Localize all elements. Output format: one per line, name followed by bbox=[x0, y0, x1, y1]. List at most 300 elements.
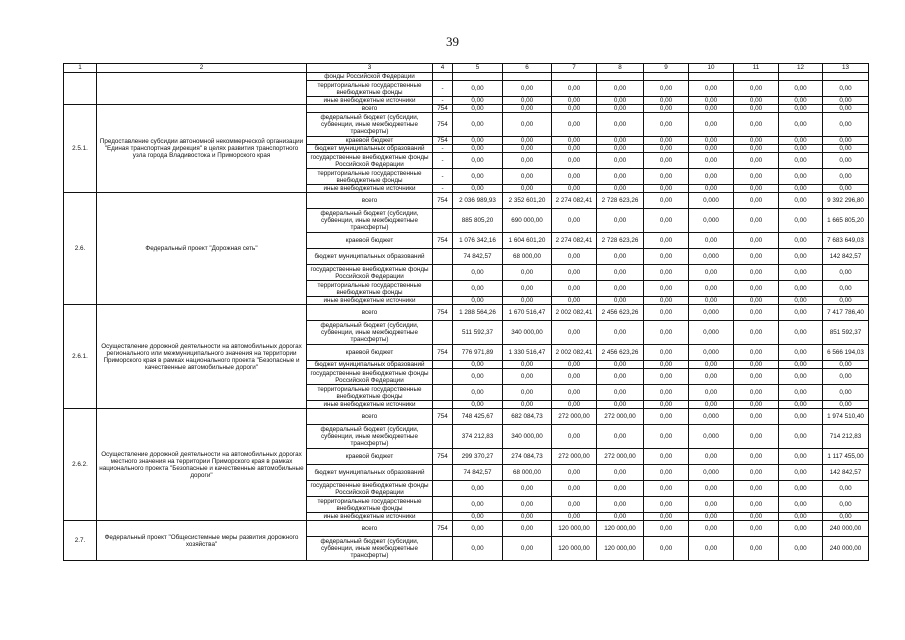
year-value: 0,00 bbox=[453, 169, 503, 185]
year-value: 0,00 bbox=[734, 193, 779, 209]
year-value: 0,00 bbox=[644, 425, 689, 449]
year-value: 2 274 082,41 bbox=[552, 233, 597, 249]
grbs-code: - bbox=[433, 81, 453, 97]
year-value: 0,00 bbox=[689, 297, 734, 305]
grbs-code bbox=[433, 361, 453, 369]
year-value: 0,00 bbox=[644, 449, 689, 465]
total-value: 1 117 455,00 bbox=[823, 449, 869, 465]
year-value: 776 971,89 bbox=[453, 345, 503, 361]
year-value: 0,00 bbox=[453, 185, 503, 193]
year-value: 0,00 bbox=[503, 513, 552, 521]
year-value: 0,00 bbox=[552, 185, 597, 193]
year-value: 748 425,67 bbox=[453, 409, 503, 425]
column-number: 7 bbox=[552, 64, 597, 73]
year-value: 0,00 bbox=[644, 193, 689, 209]
year-value: 2 352 601,20 bbox=[503, 193, 552, 209]
funding-source: фонды Российской Федерации bbox=[307, 73, 433, 81]
year-value: 0,00 bbox=[734, 385, 779, 401]
year-value: 0,00 bbox=[734, 145, 779, 153]
grbs-code bbox=[433, 209, 453, 233]
grbs-code bbox=[433, 537, 453, 561]
year-value: 0,00 bbox=[644, 465, 689, 481]
year-value: 0,00 bbox=[453, 385, 503, 401]
year-value: 0,00 bbox=[689, 361, 734, 369]
column-number: 9 bbox=[644, 64, 689, 73]
item-name: Федеральный проект "Дорожная сеть" bbox=[97, 193, 307, 305]
year-value: 0,000 bbox=[689, 209, 734, 233]
funding-source: бюджет муниципальных образований bbox=[307, 465, 433, 481]
item-name: Осуществление дорожной деятельности на автомобильных дорогах местного значения на территории Приморского края в рамках национального проекта "Безопасные и качественные автомобильные дороги" bbox=[97, 409, 307, 521]
funding-source: федеральный бюджет (субсидии, субвенции, иные межбюджетные трансферты) bbox=[307, 113, 433, 137]
year-value: 0,00 bbox=[734, 305, 779, 321]
year-value: 682 084,73 bbox=[503, 409, 552, 425]
year-value: 0,00 bbox=[503, 169, 552, 185]
year-value: 0,00 bbox=[644, 265, 689, 281]
grbs-code bbox=[433, 425, 453, 449]
year-value: 0,00 bbox=[779, 97, 823, 105]
year-value: 0,00 bbox=[453, 97, 503, 105]
funding-source: бюджет муниципальных образований bbox=[307, 249, 433, 265]
funding-source: краевой бюджет bbox=[307, 345, 433, 361]
year-value: 0,00 bbox=[734, 249, 779, 265]
year-value: 272 000,00 bbox=[597, 409, 644, 425]
year-value: 0,00 bbox=[597, 425, 644, 449]
year-value: 0,00 bbox=[644, 281, 689, 297]
year-value: 1 076 342,16 bbox=[453, 233, 503, 249]
grbs-code bbox=[433, 513, 453, 521]
total-value: 142 842,57 bbox=[823, 465, 869, 481]
year-value: 0,00 bbox=[503, 521, 552, 537]
year-value: 0,00 bbox=[779, 169, 823, 185]
year-value: 0,00 bbox=[734, 521, 779, 537]
year-value: 0,00 bbox=[503, 185, 552, 193]
item-code: 2.6. bbox=[64, 193, 97, 305]
year-value: 0,00 bbox=[552, 321, 597, 345]
year-value: 0,00 bbox=[734, 105, 779, 113]
total-value: 0,00 bbox=[823, 481, 869, 497]
year-value: 0,00 bbox=[779, 281, 823, 297]
year-value: 0,00 bbox=[779, 265, 823, 281]
year-value: 68 000,00 bbox=[503, 249, 552, 265]
total-value: 0,00 bbox=[823, 281, 869, 297]
year-value bbox=[644, 73, 689, 81]
year-value: 0,00 bbox=[503, 361, 552, 369]
year-value: 0,00 bbox=[644, 153, 689, 169]
year-value: 0,00 bbox=[779, 345, 823, 361]
year-value bbox=[552, 73, 597, 81]
grbs-code: 754 bbox=[433, 521, 453, 537]
year-value: 0,00 bbox=[734, 369, 779, 385]
year-value: 0,00 bbox=[734, 345, 779, 361]
year-value: 0,00 bbox=[644, 361, 689, 369]
total-value: 0,00 bbox=[823, 145, 869, 153]
year-value: 0,000 bbox=[689, 425, 734, 449]
budget-table bbox=[63, 63, 869, 561]
grbs-code: 754 bbox=[433, 233, 453, 249]
year-value: 0,00 bbox=[552, 145, 597, 153]
total-value: 0,00 bbox=[823, 297, 869, 305]
year-value: 0,00 bbox=[503, 481, 552, 497]
funding-source: иные внебюджетные источники bbox=[307, 401, 433, 409]
year-value: 0,00 bbox=[734, 401, 779, 409]
year-value: 0,00 bbox=[552, 369, 597, 385]
year-value: 0,00 bbox=[779, 401, 823, 409]
total-value: 240 000,00 bbox=[823, 537, 869, 561]
year-value: 0,00 bbox=[644, 401, 689, 409]
column-number: 6 bbox=[503, 64, 552, 73]
total-value: 0,00 bbox=[823, 137, 869, 145]
funding-source: федеральный бюджет (субсидии, субвенции, иные межбюджетные трансферты) bbox=[307, 425, 433, 449]
year-value: 0,00 bbox=[597, 385, 644, 401]
year-value: 0,00 bbox=[734, 97, 779, 105]
year-value: 0,00 bbox=[503, 369, 552, 385]
year-value: 272 000,00 bbox=[552, 409, 597, 425]
year-value: 0,00 bbox=[734, 513, 779, 521]
year-value bbox=[597, 73, 644, 81]
year-value: 0,00 bbox=[689, 97, 734, 105]
year-value: 0,00 bbox=[644, 537, 689, 561]
year-value: 0,00 bbox=[779, 537, 823, 561]
year-value: 0,00 bbox=[552, 297, 597, 305]
year-value: 0,00 bbox=[779, 137, 823, 145]
year-value: 340 000,00 bbox=[503, 425, 552, 449]
item-name: Предоставление субсидии автономной некоммерческой организации "Единая транспортная дирекция" в целях развития транспортного узла города Владивостока и Приморского края bbox=[97, 105, 307, 193]
year-value: 0,00 bbox=[644, 185, 689, 193]
year-value: 0,00 bbox=[503, 265, 552, 281]
year-value: 0,00 bbox=[552, 401, 597, 409]
year-value: 340 000,00 bbox=[503, 321, 552, 345]
funding-source: бюджет муниципальных образований bbox=[307, 145, 433, 153]
year-value: 0,00 bbox=[552, 137, 597, 145]
year-value: 0,00 bbox=[597, 185, 644, 193]
year-value: 0,00 bbox=[453, 297, 503, 305]
funding-source: бюджет муниципальных образований bbox=[307, 361, 433, 369]
year-value: 0,00 bbox=[503, 81, 552, 97]
grbs-code: 754 bbox=[433, 449, 453, 465]
year-value: 374 212,83 bbox=[453, 425, 503, 449]
funding-source: государственные внебюджетные фонды Российской Федерации bbox=[307, 481, 433, 497]
year-value: 0,00 bbox=[552, 153, 597, 169]
year-value: 0,00 bbox=[597, 153, 644, 169]
column-number: 2 bbox=[97, 64, 307, 73]
year-value: 0,00 bbox=[552, 425, 597, 449]
year-value: 0,000 bbox=[689, 249, 734, 265]
year-value: 0,00 bbox=[453, 361, 503, 369]
year-value: 0,00 bbox=[552, 361, 597, 369]
year-value: 0,00 bbox=[597, 105, 644, 113]
year-value: 2 456 623,26 bbox=[597, 345, 644, 361]
grbs-code bbox=[433, 265, 453, 281]
grbs-code: - bbox=[433, 169, 453, 185]
year-value: 0,000 bbox=[689, 193, 734, 209]
year-value: 2 456 623,26 bbox=[597, 305, 644, 321]
grbs-code bbox=[433, 369, 453, 385]
funding-row bbox=[64, 73, 869, 81]
year-value: 0,00 bbox=[779, 249, 823, 265]
year-value: 0,00 bbox=[453, 521, 503, 537]
year-value: 0,00 bbox=[689, 145, 734, 153]
funding-row bbox=[64, 409, 869, 425]
year-value: 0,00 bbox=[689, 137, 734, 145]
year-value: 0,00 bbox=[453, 137, 503, 145]
year-value: 0,00 bbox=[779, 409, 823, 425]
year-value: 0,00 bbox=[689, 369, 734, 385]
year-value: 0,00 bbox=[644, 137, 689, 145]
year-value: 0,00 bbox=[779, 465, 823, 481]
total-value: 142 842,57 bbox=[823, 249, 869, 265]
year-value: 0,00 bbox=[779, 385, 823, 401]
total-value: 1 665 805,20 bbox=[823, 209, 869, 233]
total-value: 0,00 bbox=[823, 153, 869, 169]
year-value: 0,00 bbox=[597, 113, 644, 137]
funding-row bbox=[64, 305, 869, 321]
year-value: 0,00 bbox=[552, 465, 597, 481]
column-number: 13 bbox=[823, 64, 869, 73]
year-value: 2 002 082,41 bbox=[552, 345, 597, 361]
funding-source: всего bbox=[307, 409, 433, 425]
total-value: 0,00 bbox=[823, 401, 869, 409]
funding-row bbox=[64, 521, 869, 537]
year-value: 0,00 bbox=[779, 185, 823, 193]
funding-source: иные внебюджетные источники bbox=[307, 513, 433, 521]
grbs-code: 754 bbox=[433, 409, 453, 425]
column-number: 10 bbox=[689, 64, 734, 73]
year-value: 0,00 bbox=[689, 233, 734, 249]
year-value: 0,00 bbox=[689, 497, 734, 513]
year-value: 0,00 bbox=[689, 449, 734, 465]
year-value: 0,00 bbox=[689, 105, 734, 113]
total-value: 240 000,00 bbox=[823, 521, 869, 537]
year-value: 0,00 bbox=[597, 81, 644, 97]
year-value: 0,00 bbox=[644, 409, 689, 425]
total-value: 0,00 bbox=[823, 265, 869, 281]
year-value: 0,00 bbox=[597, 369, 644, 385]
year-value: 0,00 bbox=[503, 297, 552, 305]
year-value: 0,00 bbox=[734, 409, 779, 425]
year-value: 0,00 bbox=[552, 105, 597, 113]
year-value: 0,00 bbox=[597, 401, 644, 409]
year-value: 0,00 bbox=[779, 113, 823, 137]
grbs-code bbox=[433, 465, 453, 481]
year-value: 0,00 bbox=[552, 481, 597, 497]
year-value bbox=[689, 73, 734, 81]
year-value: 2 728 623,26 bbox=[597, 233, 644, 249]
year-value: 120 000,00 bbox=[552, 521, 597, 537]
year-value: 0,00 bbox=[597, 321, 644, 345]
year-value: 0,00 bbox=[689, 513, 734, 521]
year-value: 0,00 bbox=[644, 169, 689, 185]
year-value: 0,00 bbox=[453, 513, 503, 521]
year-value: 0,00 bbox=[503, 153, 552, 169]
year-value: 0,00 bbox=[453, 265, 503, 281]
total-value: 0,00 bbox=[823, 513, 869, 521]
year-value: 0,00 bbox=[644, 297, 689, 305]
year-value: 0,00 bbox=[503, 537, 552, 561]
total-value: 0,00 bbox=[823, 105, 869, 113]
year-value: 0,00 bbox=[734, 137, 779, 145]
funding-source: краевой бюджет bbox=[307, 137, 433, 145]
column-number: 5 bbox=[453, 64, 503, 73]
year-value: 0,00 bbox=[453, 105, 503, 113]
funding-source: территориальные государственные внебюджетные фонды bbox=[307, 497, 433, 513]
year-value: 0,00 bbox=[453, 281, 503, 297]
funding-source: территориальные государственные внебюджетные фонды bbox=[307, 81, 433, 97]
year-value: 0,00 bbox=[597, 137, 644, 145]
year-value: 0,00 bbox=[644, 209, 689, 233]
year-value: 0,00 bbox=[552, 281, 597, 297]
year-value: 2 274 082,41 bbox=[552, 193, 597, 209]
year-value: 0,00 bbox=[779, 321, 823, 345]
grbs-code: 754 bbox=[433, 105, 453, 113]
year-value: 0,00 bbox=[597, 513, 644, 521]
total-value: 0,00 bbox=[823, 169, 869, 185]
year-value: 0,00 bbox=[644, 145, 689, 153]
year-value: 0,00 bbox=[779, 521, 823, 537]
funding-source: всего bbox=[307, 193, 433, 209]
item-code: 2.5.1. bbox=[64, 105, 97, 193]
year-value: 0,00 bbox=[453, 537, 503, 561]
year-value: 0,00 bbox=[644, 385, 689, 401]
funding-source: всего bbox=[307, 521, 433, 537]
funding-source: федеральный бюджет (субсидии, субвенции, иные межбюджетные трансферты) bbox=[307, 537, 433, 561]
grbs-code bbox=[433, 497, 453, 513]
year-value: 0,00 bbox=[552, 113, 597, 137]
year-value: 0,00 bbox=[734, 297, 779, 305]
grbs-code bbox=[433, 481, 453, 497]
year-value: 0,00 bbox=[779, 105, 823, 113]
year-value: 0,00 bbox=[779, 153, 823, 169]
funding-source: иные внебюджетные источники bbox=[307, 185, 433, 193]
funding-source: федеральный бюджет (субсидии, субвенции, иные межбюджетные трансферты) bbox=[307, 321, 433, 345]
year-value: 0,00 bbox=[689, 281, 734, 297]
year-value bbox=[453, 73, 503, 81]
grbs-code: 754 bbox=[433, 345, 453, 361]
year-value: 0,00 bbox=[779, 145, 823, 153]
year-value: 0,000 bbox=[689, 345, 734, 361]
grbs-code: - bbox=[433, 145, 453, 153]
total-value: 0,00 bbox=[823, 361, 869, 369]
year-value: 0,00 bbox=[734, 113, 779, 137]
year-value: 272 000,00 bbox=[552, 449, 597, 465]
year-value: 0,00 bbox=[734, 537, 779, 561]
year-value: 2 036 989,93 bbox=[453, 193, 503, 209]
total-value: 0,00 bbox=[823, 97, 869, 105]
grbs-code: 754 bbox=[433, 193, 453, 209]
funding-source: всего bbox=[307, 105, 433, 113]
year-value: 0,00 bbox=[552, 497, 597, 513]
year-value: 0,00 bbox=[552, 249, 597, 265]
year-value: 0,00 bbox=[597, 209, 644, 233]
grbs-code bbox=[433, 249, 453, 265]
item-name bbox=[97, 73, 307, 105]
year-value: 0,00 bbox=[689, 169, 734, 185]
year-value: 0,00 bbox=[779, 193, 823, 209]
year-value: 0,00 bbox=[503, 105, 552, 113]
year-value: 0,00 bbox=[552, 209, 597, 233]
year-value: 120 000,00 bbox=[597, 537, 644, 561]
year-value: 0,00 bbox=[734, 153, 779, 169]
year-value: 0,00 bbox=[644, 105, 689, 113]
item-code bbox=[64, 73, 97, 105]
year-value: 0,000 bbox=[689, 465, 734, 481]
year-value: 0,00 bbox=[734, 209, 779, 233]
year-value: 0,00 bbox=[779, 297, 823, 305]
year-value: 0,00 bbox=[644, 249, 689, 265]
funding-source: иные внебюджетные источники bbox=[307, 297, 433, 305]
year-value: 0,00 bbox=[734, 321, 779, 345]
year-value: 0,00 bbox=[734, 169, 779, 185]
page-number: 39 bbox=[446, 34, 459, 49]
year-value: 74 842,57 bbox=[453, 465, 503, 481]
year-value bbox=[503, 73, 552, 81]
total-value: 7 417 786,40 bbox=[823, 305, 869, 321]
year-value: 1 604 601,20 bbox=[503, 233, 552, 249]
year-value: 0,00 bbox=[689, 537, 734, 561]
year-value: 0,00 bbox=[689, 81, 734, 97]
year-value: 0,00 bbox=[644, 521, 689, 537]
year-value: 0,00 bbox=[453, 81, 503, 97]
total-value: 6 566 194,03 bbox=[823, 345, 869, 361]
total-value: 0,00 bbox=[823, 185, 869, 193]
year-value bbox=[779, 73, 823, 81]
column-number: 8 bbox=[597, 64, 644, 73]
year-value: 0,00 bbox=[689, 521, 734, 537]
year-value: 0,00 bbox=[503, 113, 552, 137]
column-number: 4 bbox=[433, 64, 453, 73]
year-value: 120 000,00 bbox=[597, 521, 644, 537]
year-value: 0,00 bbox=[597, 481, 644, 497]
year-value: 0,00 bbox=[779, 233, 823, 249]
year-value: 0,00 bbox=[734, 233, 779, 249]
total-value bbox=[823, 73, 869, 81]
year-value: 0,00 bbox=[779, 449, 823, 465]
year-value: 0,00 bbox=[779, 481, 823, 497]
year-value: 0,00 bbox=[734, 185, 779, 193]
funding-source: краевой бюджет bbox=[307, 233, 433, 249]
item-name: Федеральный проект "Общесистемные меры развития дорожного хозяйства" bbox=[97, 521, 307, 561]
column-number: 12 bbox=[779, 64, 823, 73]
year-value: 0,00 bbox=[689, 153, 734, 169]
year-value: 0,00 bbox=[689, 401, 734, 409]
grbs-code: - bbox=[433, 185, 453, 193]
funding-source: государственные внебюджетные фонды Российской Федерации bbox=[307, 369, 433, 385]
funding-source: территориальные государственные внебюджетные фонды bbox=[307, 385, 433, 401]
year-value: 0,00 bbox=[644, 97, 689, 105]
year-value: 0,00 bbox=[453, 497, 503, 513]
total-value: 851 592,37 bbox=[823, 321, 869, 345]
year-value: 0,00 bbox=[453, 113, 503, 137]
year-value: 274 084,73 bbox=[503, 449, 552, 465]
total-value: 0,00 bbox=[823, 81, 869, 97]
year-value: 0,00 bbox=[503, 497, 552, 513]
year-value: 68 000,00 bbox=[503, 465, 552, 481]
total-value: 9 392 296,80 bbox=[823, 193, 869, 209]
year-value: 0,00 bbox=[644, 113, 689, 137]
funding-source: иные внебюджетные источники bbox=[307, 97, 433, 105]
year-value: 0,00 bbox=[644, 81, 689, 97]
year-value: 0,00 bbox=[689, 185, 734, 193]
year-value bbox=[734, 73, 779, 81]
year-value: 0,00 bbox=[453, 369, 503, 385]
year-value: 0,00 bbox=[552, 169, 597, 185]
year-value: 0,00 bbox=[689, 481, 734, 497]
item-code: 2.6.1. bbox=[64, 305, 97, 409]
item-name: Осуществление дорожной деятельности на автомобильных дорогах регионального или межмуниципального значения на территории Приморского края в рамках национального проекта "Безопасные и качественные автомобильные дороги" bbox=[97, 305, 307, 409]
total-value: 0,00 bbox=[823, 385, 869, 401]
year-value: 885 805,20 bbox=[453, 209, 503, 233]
year-value: 0,00 bbox=[597, 281, 644, 297]
year-value: 0,00 bbox=[644, 233, 689, 249]
